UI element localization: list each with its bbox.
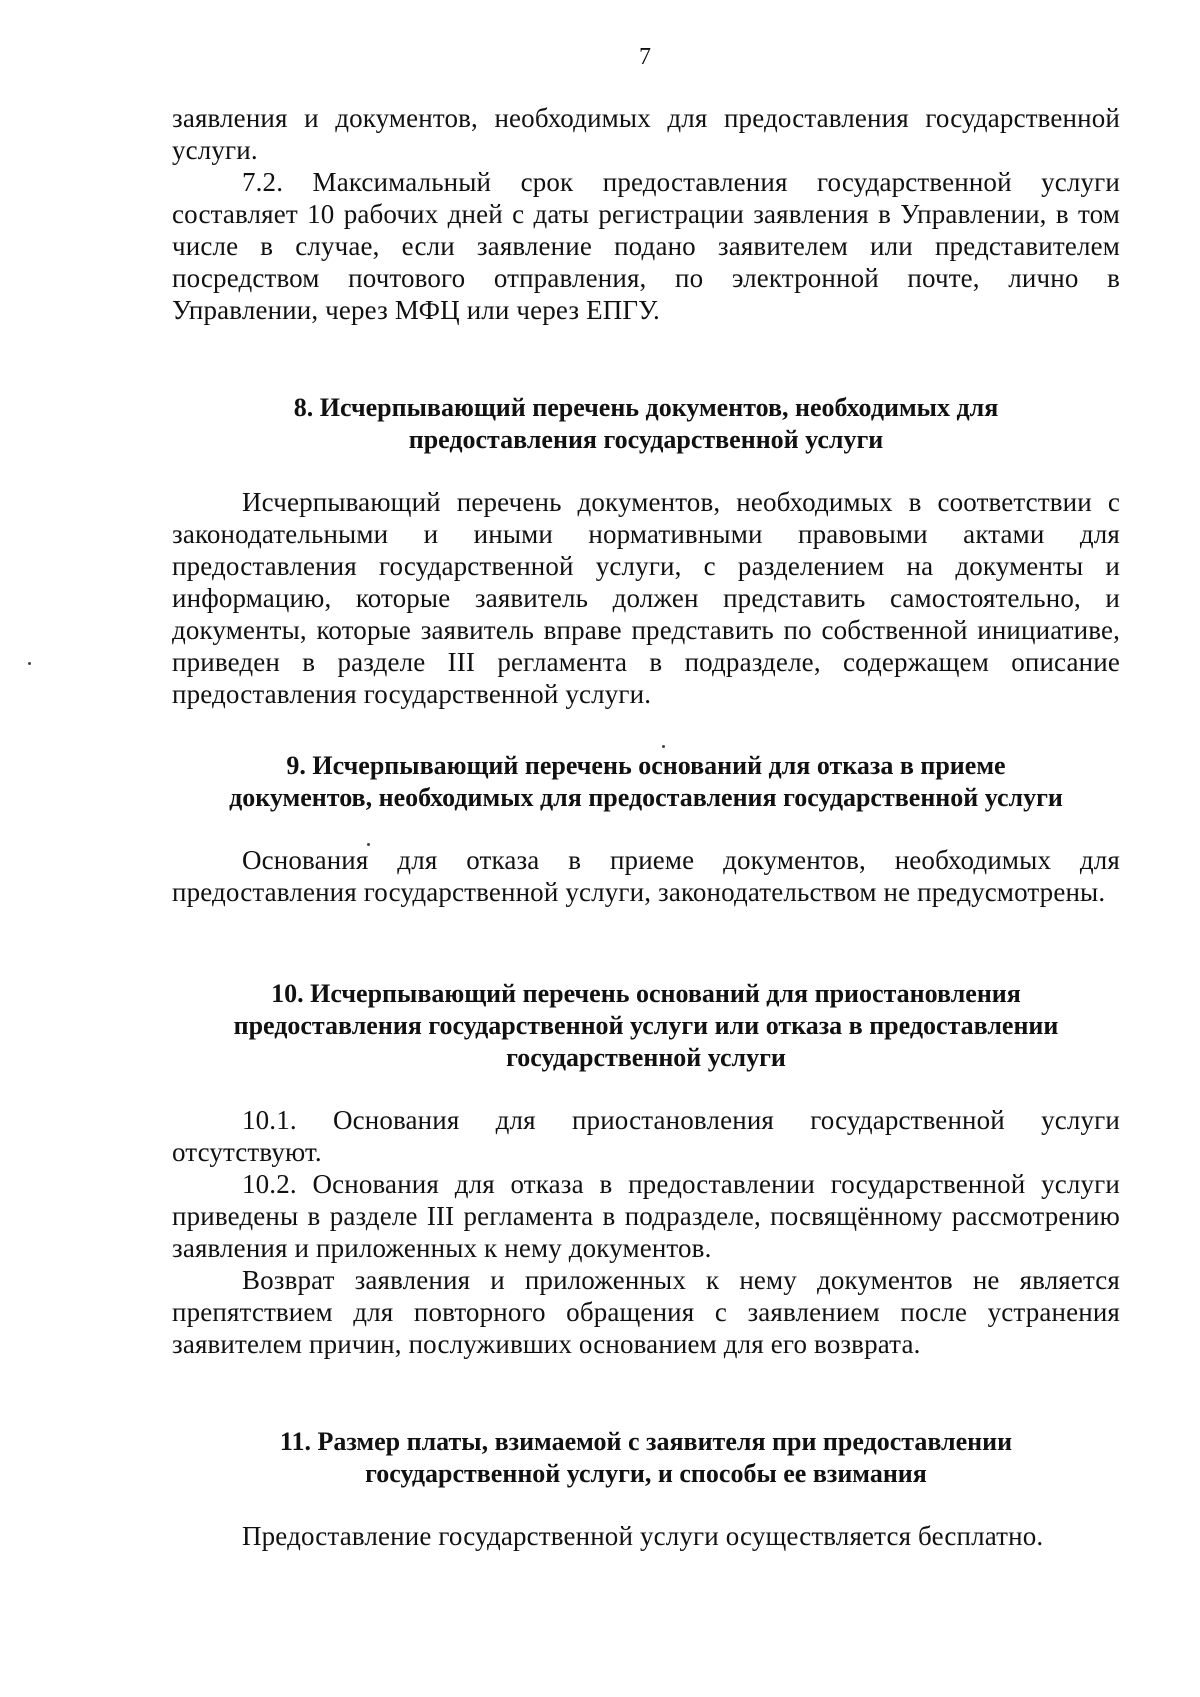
intro-continuation: заявления и документов, необходимых для предоставления государственной услуги. — [172, 103, 1120, 165]
section-11-heading-line2: государственной услуги, и способы ее взимания — [365, 1459, 927, 1488]
section-10-heading-line2: предоставления государственной услуги или отказа в предоставлении — [233, 1011, 1059, 1040]
paragraph-10-1: 10.1. Основания для приостановления государственной услуги отсутствуют. — [172, 1105, 1120, 1167]
paragraph-7-2: 7.2. Максимальный срок предоставления государственной услуги составляет 10 рабочих дней с даты регистрации заявления в Управлении, в том числе в случае, если заявление подано заявителем или представителем посредством почтового отправления, по электронной почте, лично в Управлении, через МФЦ или через ЕПГУ. — [172, 167, 1120, 325]
section-9-heading — [172, 750, 1120, 814]
section-8-text: Исчерпывающий перечень документов, необходимых в соответствии с законодательными и иными нормативными правовыми актами для предоставления государственной услуги, с разделением на документы и информацию, которые заявитель должен представить самостоятельно, и документы, которые заявитель вправе представить по собственной инициативе, приведен в разделе III регламента в подразделе, содержащем описание предоставления государственной услуги. — [172, 487, 1120, 709]
page-number: 7 — [639, 44, 651, 70]
section-10-heading-line3: государственной услуги — [506, 1043, 786, 1072]
section-9-heading-line2: документов, необходимых для предоставления государственной услуги — [229, 783, 1063, 812]
section-10-heading-line1: 10. Исчерпывающий перечень оснований для приостановления — [271, 979, 1021, 1008]
section-9-heading-line1: 9. Исчерпывающий перечень оснований для отказа в приеме — [286, 751, 1006, 780]
section-11-heading — [172, 1426, 1120, 1490]
paragraph-return: Возврат заявления и приложенных к нему документов не является препятствием для повторного обращения с заявлением после устранения заявителем причин, послуживших основанием для его возврата. — [172, 1265, 1120, 1359]
scan-speck — [28, 662, 31, 665]
section-8-heading — [172, 392, 1120, 456]
section-8-heading-line1: 8. Исчерпывающий перечень документов, необходимых для — [293, 393, 999, 422]
section-8-heading-line2: предоставления государственной услуги — [408, 425, 884, 454]
document-body — [172, 102, 1120, 1552]
paragraph-10-2: 10.2. Основания для отказа в предоставлении государственной услуги приведены в разделе III регламента в подразделе, посвящённому рассмотрению заявления и приложенных к нему документов. — [172, 1169, 1120, 1263]
section-9-text: Основания для отказа в приеме документов, необходимых для предоставления государственной услуги, законодательством не предусмотрены. — [172, 845, 1120, 907]
section-11-text: Предоставление государственной услуги осуществляется бесплатно. — [242, 1521, 1044, 1551]
section-10-heading — [172, 978, 1120, 1074]
section-11-heading-line1: 11. Размер платы, взимаемой с заявителя при предоставлении — [279, 1427, 1013, 1456]
